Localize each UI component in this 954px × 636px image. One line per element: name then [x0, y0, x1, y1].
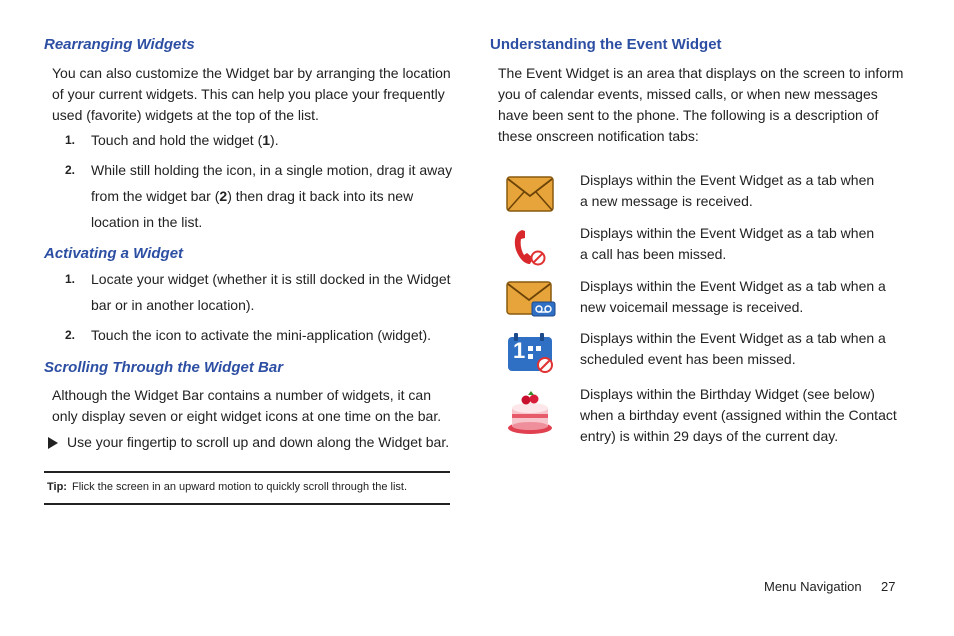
- text-line: a call has been missed.: [580, 246, 727, 262]
- text-line: Touch and hold the widget (1).: [91, 132, 279, 148]
- bullet-text: Use your fingertip to scroll up and down along the Widget bar.: [67, 434, 450, 450]
- text-line: entry) is within 29 days of the current day.: [580, 428, 839, 444]
- text-line: these onscreen notification tabs:: [498, 128, 699, 144]
- footer-page-number: 27: [881, 579, 896, 594]
- text-line: You can also customize the Widget bar by arranging the location: [52, 65, 451, 81]
- event-item-new-message: [580, 170, 910, 212]
- step-number: 2.: [65, 328, 76, 342]
- text-line: from the widget bar (2) then drag it back into its new: [91, 188, 414, 204]
- text-line: Displays within the Event Widget as a tab when: [580, 225, 875, 241]
- voicemail-icon: [506, 281, 554, 325]
- text-line: only display seven or eight widget icons at one time on the bar.: [52, 408, 442, 424]
- text-line: While still holding the icon, in a single motion, drag it away: [91, 162, 453, 178]
- tip-label: Tip:: [47, 481, 67, 493]
- birthday-cake-icon: [506, 388, 554, 436]
- text-line: Displays within the Event Widget as a tab when a: [580, 330, 886, 346]
- event-item-voicemail: [580, 276, 910, 318]
- event-item-missed-call: [580, 223, 910, 265]
- missed-event-icon: [506, 332, 554, 376]
- text-line: bar or in another location).: [91, 297, 255, 313]
- scrolling-paragraph: [52, 385, 441, 427]
- bullet-triangle-icon: [48, 437, 58, 449]
- calendar-day-number: 1: [513, 338, 526, 363]
- text-line: when a birthday event (assigned within the Contact: [580, 407, 897, 423]
- rearranging-paragraph: [52, 63, 451, 126]
- step-number: 1.: [65, 133, 76, 147]
- step-number: 2.: [65, 163, 76, 177]
- text-line: Touch the icon to activate the mini-application (widget).: [91, 327, 432, 343]
- text-line: location in the list.: [91, 214, 203, 230]
- event-item-birthday: [580, 384, 910, 447]
- envelope-icon: [506, 176, 554, 220]
- tip-text: Flick the screen in an upward motion to quickly scroll through the list.: [72, 481, 408, 493]
- text-line: scheduled event has been missed.: [580, 351, 796, 367]
- text-line: Although the Widget Bar contains a number of widgets, it can: [52, 387, 431, 403]
- event-item-missed-event: [580, 328, 910, 370]
- text-line: of your current widgets. This can help you place your frequently: [52, 86, 445, 102]
- text-line: Locate your widget (whether it is still docked in the Widget: [91, 271, 451, 287]
- text-line: Displays within the Event Widget as a tab when: [580, 172, 875, 188]
- heading-event-widget: Understanding the Event Widget: [490, 36, 722, 53]
- heading-activating-widget: Activating a Widget: [44, 245, 184, 262]
- footer-section-name: Menu Navigation: [764, 579, 862, 594]
- text-line: have been sent to the phone. The following is a description of: [498, 107, 879, 123]
- text-line: new voicemail message is received.: [580, 299, 804, 315]
- heading-rearranging-widgets: Rearranging Widgets: [44, 36, 195, 53]
- missed-call-icon: [510, 226, 558, 270]
- text-line: you of calendar events, missed calls, or when new messages: [498, 86, 878, 102]
- text-line: used (favorite) widgets at the top of the list.: [52, 107, 319, 123]
- heading-scrolling-widget-bar: Scrolling Through the Widget Bar: [44, 359, 284, 376]
- text-line: a new message is received.: [580, 193, 753, 209]
- event-widget-intro: [498, 63, 903, 147]
- tip-box: [44, 471, 450, 505]
- text-line: The Event Widget is an area that displays on the screen to inform: [498, 65, 904, 81]
- text-line: Displays within the Event Widget as a tab when a: [580, 278, 886, 294]
- step-number: 1.: [65, 272, 76, 286]
- text-line: Displays within the Birthday Widget (see below): [580, 386, 875, 402]
